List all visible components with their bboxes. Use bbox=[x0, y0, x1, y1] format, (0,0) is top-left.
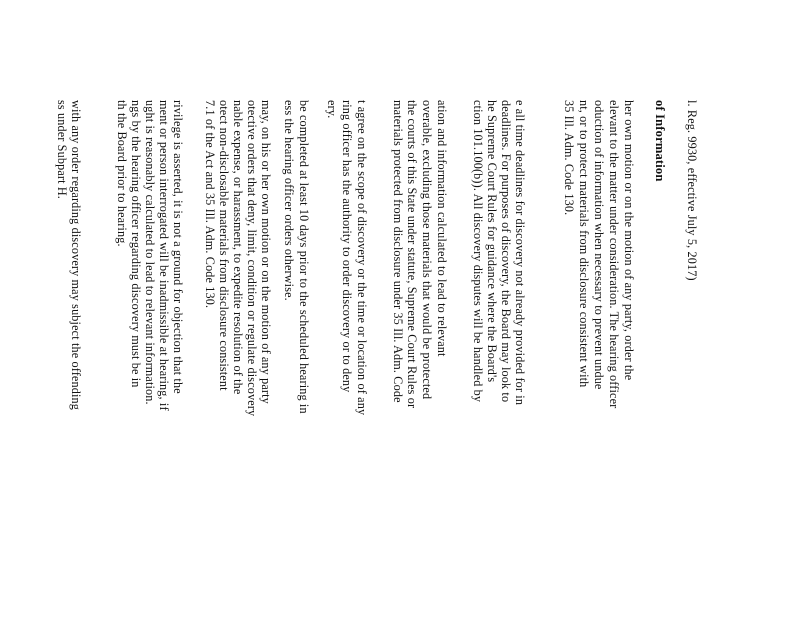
text-line: 7.1 of the Act and 35 Ill. Adm. Code 130. bbox=[203, 100, 217, 309]
text-line: t agree on the scope of discovery or the time or location of any bbox=[355, 100, 369, 416]
text-line: e all time deadlines for discovery not already provided for in bbox=[513, 100, 527, 406]
text-line: may, on his or her own motion or on the motion of any party bbox=[259, 100, 273, 404]
text-line: otective orders that deny, limit, condition or regulate discovery bbox=[245, 100, 259, 417]
text-line: materials protected from disclosure under 35 Ill. Adm. Code bbox=[391, 100, 405, 403]
text-line: ess the hearing officer orders otherwise. bbox=[282, 100, 296, 301]
text-line: ction 101.100(b)). All discovery disputes will be handled by bbox=[471, 100, 485, 403]
text-line: ught is reasonably calculated to lead to relevant information. bbox=[143, 100, 157, 405]
text-line: with any order regarding discovery may subject the offending bbox=[69, 100, 83, 410]
text-line: be completed at least 10 days prior to the scheduled hearing in bbox=[297, 100, 311, 414]
text-line: nt, or to protect materials from disclosure consistent with bbox=[577, 100, 591, 388]
section-heading: of Information bbox=[653, 100, 667, 182]
text-line: oduction of information when necessary to prevent undue bbox=[592, 100, 606, 390]
text-line: ring officer has the authority to order discovery or to deny bbox=[340, 100, 354, 393]
text-line: ss under Subpart H. bbox=[55, 100, 69, 199]
text-line: ment or person interrogated will be inadmissible at hearing, if bbox=[157, 100, 171, 411]
header-line: l. Reg. 9930, effective July 5, 2017) bbox=[685, 100, 699, 281]
text-line: he Supreme Court Rules for guidance where the Board's bbox=[485, 100, 499, 383]
text-line: nable expense, or harassment, to expedite resolution of the bbox=[231, 100, 245, 395]
rotated-text-block bbox=[100, 100, 700, 618]
text-line: th the Board prior to hearing. bbox=[115, 100, 129, 247]
text-line: overable, excluding those materials that would be protected bbox=[420, 100, 434, 400]
text-line: ation and information calculated to lead to relevant bbox=[435, 100, 449, 357]
text-line: otect non-disclosable materials from disclosure consistent bbox=[217, 100, 231, 391]
text-line: her own motion or on the motion of any party, order the bbox=[622, 100, 636, 381]
text-line: the courts of this State under statute, Supreme Court Rules or bbox=[405, 100, 419, 409]
text-line: ngs by the hearing officer regarding discovery must be in bbox=[129, 100, 143, 388]
final-lines bbox=[44, 100, 84, 618]
text-line: ery. bbox=[325, 100, 339, 119]
text-line: rivilege is asserted, it is not a ground for objection that the bbox=[171, 100, 185, 394]
text-line: deadlines. For purposes of discovery, the Board may look to bbox=[499, 100, 513, 403]
text-line: elevant to the matter under consideration. The hearing officer bbox=[607, 100, 621, 409]
text-line: 35 Ill. Adm. Code 130. bbox=[562, 100, 576, 216]
